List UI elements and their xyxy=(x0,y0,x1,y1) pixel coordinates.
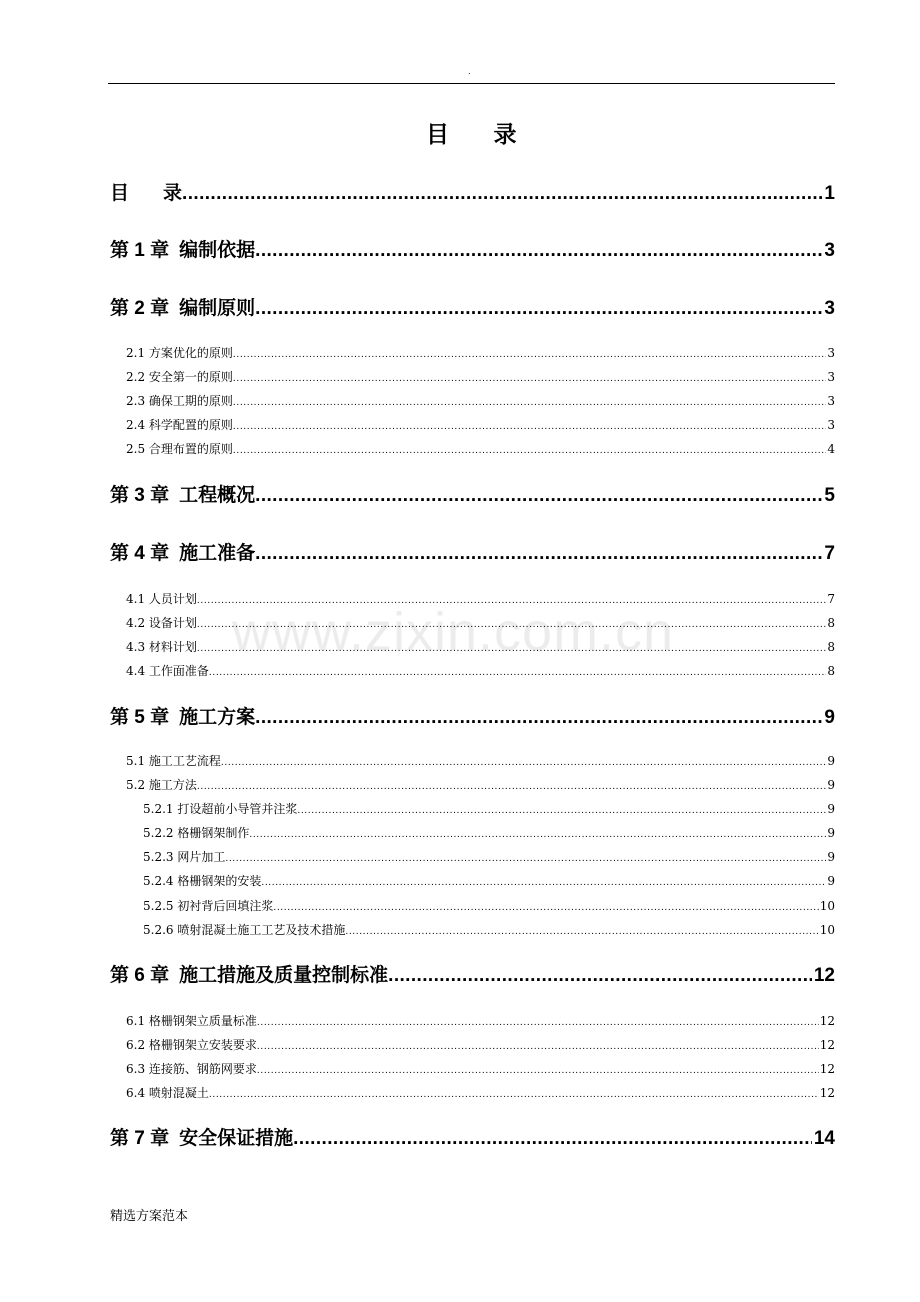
header-mark: . xyxy=(468,67,471,76)
toc-entry-label: 6.2 格栅钢架立安装要求 xyxy=(126,1038,257,1052)
toc-page-number: 12 xyxy=(813,965,835,986)
toc-page-number: 9 xyxy=(827,802,835,816)
dot-leader xyxy=(197,593,826,609)
dot-leader xyxy=(233,395,826,411)
toc-entry-label: 4.1 人员计划 xyxy=(126,592,197,606)
toc-entry-5-2-6[interactable] xyxy=(143,922,835,940)
toc-entry-chapter-6[interactable] xyxy=(110,964,835,988)
toc-entry-chapter-4[interactable] xyxy=(110,542,835,566)
toc-page-number: 3 xyxy=(824,298,835,319)
dot-leader xyxy=(257,1039,819,1055)
toc-page-number: 8 xyxy=(827,664,835,678)
chapter-number: 第 5 章 xyxy=(110,707,170,728)
dot-leader xyxy=(255,297,822,321)
dot-leader xyxy=(233,371,826,387)
chapter-title: 施工措施及质量控制标准 xyxy=(179,965,389,986)
toc-entry-5-2-1[interactable] xyxy=(143,801,835,819)
dot-leader xyxy=(297,803,826,819)
chapter-number: 第 2 章 xyxy=(110,298,170,319)
toc-entry-6-1[interactable] xyxy=(126,1013,835,1031)
toc-page-number: 3 xyxy=(827,394,835,408)
toc-page-number: 5 xyxy=(824,485,835,506)
toc-page-number: 12 xyxy=(819,1086,835,1100)
toc-entry-label: 2.2 安全第一的原则 xyxy=(126,370,233,384)
chapter-title: 安全保证措施 xyxy=(179,1128,294,1149)
chapter-title: 施工方案 xyxy=(179,707,256,728)
dot-leader xyxy=(255,542,822,566)
toc-entry-label: 5.2.1 打设超前小导管并注浆 xyxy=(143,802,298,816)
dot-leader xyxy=(255,706,822,730)
dot-leader xyxy=(255,239,822,263)
dot-leader xyxy=(293,1127,812,1151)
toc-entry-2-5[interactable] xyxy=(126,441,835,459)
toc-entry-5-2-4[interactable] xyxy=(143,873,835,891)
toc-entry-5-2-5[interactable] xyxy=(143,898,835,916)
dot-leader xyxy=(261,875,826,891)
toc-page-number: 3 xyxy=(827,346,835,360)
footer-text: 精选方案范本 xyxy=(110,1209,189,1224)
toc-page-number: 9 xyxy=(827,850,835,864)
toc-entry-label: 5.2.3 网片加工 xyxy=(143,850,226,864)
toc-entry-5-2-3[interactable] xyxy=(143,849,835,867)
toc-page-number: 9 xyxy=(827,874,835,888)
toc-page-number: 8 xyxy=(827,640,835,654)
dot-leader xyxy=(233,419,826,435)
dot-leader xyxy=(249,827,826,843)
toc-entry-chapter-3[interactable] xyxy=(110,484,835,508)
toc-page-number: 7 xyxy=(824,543,835,564)
toc-entry-6-4[interactable] xyxy=(126,1085,835,1103)
toc-entry-label: 4.4 工作面准备 xyxy=(126,664,209,678)
chapter-number: 第 4 章 xyxy=(110,543,170,564)
toc-page-number: 9 xyxy=(827,754,835,768)
chapter-number: 第 7 章 xyxy=(110,1128,170,1149)
toc-entry-label: 5.2.5 初衬背后回填注浆 xyxy=(143,899,274,913)
toc-heading xyxy=(108,120,835,150)
toc-entry-chapter-1[interactable] xyxy=(110,239,835,263)
dot-leader xyxy=(233,347,826,363)
toc-entry-4-2[interactable] xyxy=(126,615,835,633)
toc-entry-4-1[interactable] xyxy=(126,591,835,609)
toc-entry-label: 录 xyxy=(163,183,183,204)
chapter-number: 第 6 章 xyxy=(110,965,170,986)
watermark: www.zixin.com.cn xyxy=(232,602,675,662)
toc-page-number: 10 xyxy=(819,923,835,937)
toc-entry-2-2[interactable] xyxy=(126,369,835,387)
chapter-number: 第 3 章 xyxy=(110,485,170,506)
toc-page-number: 9 xyxy=(827,826,835,840)
toc-entry-2-1[interactable] xyxy=(126,345,835,363)
dot-leader xyxy=(221,755,826,771)
toc-entry-4-3[interactable] xyxy=(126,639,835,657)
toc-entry-chapter-2[interactable] xyxy=(110,297,835,321)
chapter-title: 工程概况 xyxy=(179,485,256,506)
toc-entry-chapter-5[interactable] xyxy=(110,706,835,730)
dot-leader xyxy=(225,851,826,867)
toc-page-number: 12 xyxy=(819,1038,835,1052)
toc-page-number: 3 xyxy=(827,370,835,384)
toc-page-number: 3 xyxy=(827,418,835,432)
toc-entry-label: 4.3 材料计划 xyxy=(126,640,197,654)
toc-entry-contents[interactable] xyxy=(110,182,835,206)
toc-entry-label: 2.1 方案优化的原则 xyxy=(126,346,233,360)
toc-page-number: 12 xyxy=(819,1062,835,1076)
toc-entry-chapter-7[interactable] xyxy=(110,1127,835,1151)
dot-leader xyxy=(209,665,826,681)
dot-leader xyxy=(345,924,818,940)
toc-page-number: 3 xyxy=(824,240,835,261)
toc-entry-label: 6.3 连接筋、钢筋网要求 xyxy=(126,1062,257,1076)
toc-heading-char-2: 录 xyxy=(493,121,517,148)
dot-leader xyxy=(273,900,818,916)
toc-entry-5-1[interactable] xyxy=(126,753,835,771)
toc-page-number: 12 xyxy=(819,1014,835,1028)
toc-page-number: 1 xyxy=(824,183,835,204)
toc-page-number: 9 xyxy=(827,778,835,792)
dot-leader xyxy=(255,484,822,508)
dot-leader xyxy=(233,443,826,459)
chapter-title: 编制原则 xyxy=(179,298,256,319)
dot-leader xyxy=(197,617,826,633)
toc-entry-5-2-2[interactable] xyxy=(143,825,835,843)
dot-leader xyxy=(388,964,812,988)
toc-entry-label: 5.1 施工工艺流程 xyxy=(126,754,221,768)
dot-leader xyxy=(257,1063,819,1079)
toc-page-number: 10 xyxy=(819,899,835,913)
toc-entry-label: 5.2.6 喷射混凝土施工工艺及技术措施 xyxy=(143,923,346,937)
toc-entry-label: 2.4 科学配置的原则 xyxy=(126,418,233,432)
dot-leader xyxy=(209,1087,819,1103)
chapter-title: 施工准备 xyxy=(179,543,256,564)
toc-entry-4-4[interactable] xyxy=(126,663,835,681)
toc-entry-label: 2.5 合理布置的原则 xyxy=(126,442,233,456)
toc-entry-label: 2.3 确保工期的原则 xyxy=(126,394,233,408)
toc-entry-label: 6.4 喷射混凝土 xyxy=(126,1086,209,1100)
toc-page-number: 4 xyxy=(827,442,835,456)
toc-entry-label: 目 xyxy=(110,183,130,204)
chapter-number: 第 1 章 xyxy=(110,240,170,261)
toc-entry-label: 4.2 设备计划 xyxy=(126,616,197,630)
toc-entry-label: 6.1 格栅钢架立质量标准 xyxy=(126,1014,257,1028)
toc-heading-char-1: 目 xyxy=(426,121,450,148)
toc-entry-label: 5.2.4 格栅钢架的安装 xyxy=(143,874,262,888)
toc-entry-label: 5.2 施工方法 xyxy=(126,778,197,792)
toc-entry-6-3[interactable] xyxy=(126,1061,835,1079)
dot-leader xyxy=(182,182,822,206)
dot-leader xyxy=(197,641,826,657)
toc-page-number: 8 xyxy=(827,616,835,630)
toc-page-number: 9 xyxy=(824,707,835,728)
toc-page-number: 14 xyxy=(813,1128,835,1149)
header-rule xyxy=(108,83,835,84)
toc-entry-5-2[interactable] xyxy=(126,777,835,795)
toc-entry-2-3[interactable] xyxy=(126,393,835,411)
toc-entry-label: 5.2.2 格栅钢架制作 xyxy=(143,826,250,840)
toc-entry-2-4[interactable] xyxy=(126,417,835,435)
toc-entry-6-2[interactable] xyxy=(126,1037,835,1055)
toc-page-number: 7 xyxy=(827,592,835,606)
dot-leader xyxy=(197,779,826,795)
chapter-title: 编制依据 xyxy=(179,240,256,261)
dot-leader xyxy=(257,1015,819,1031)
